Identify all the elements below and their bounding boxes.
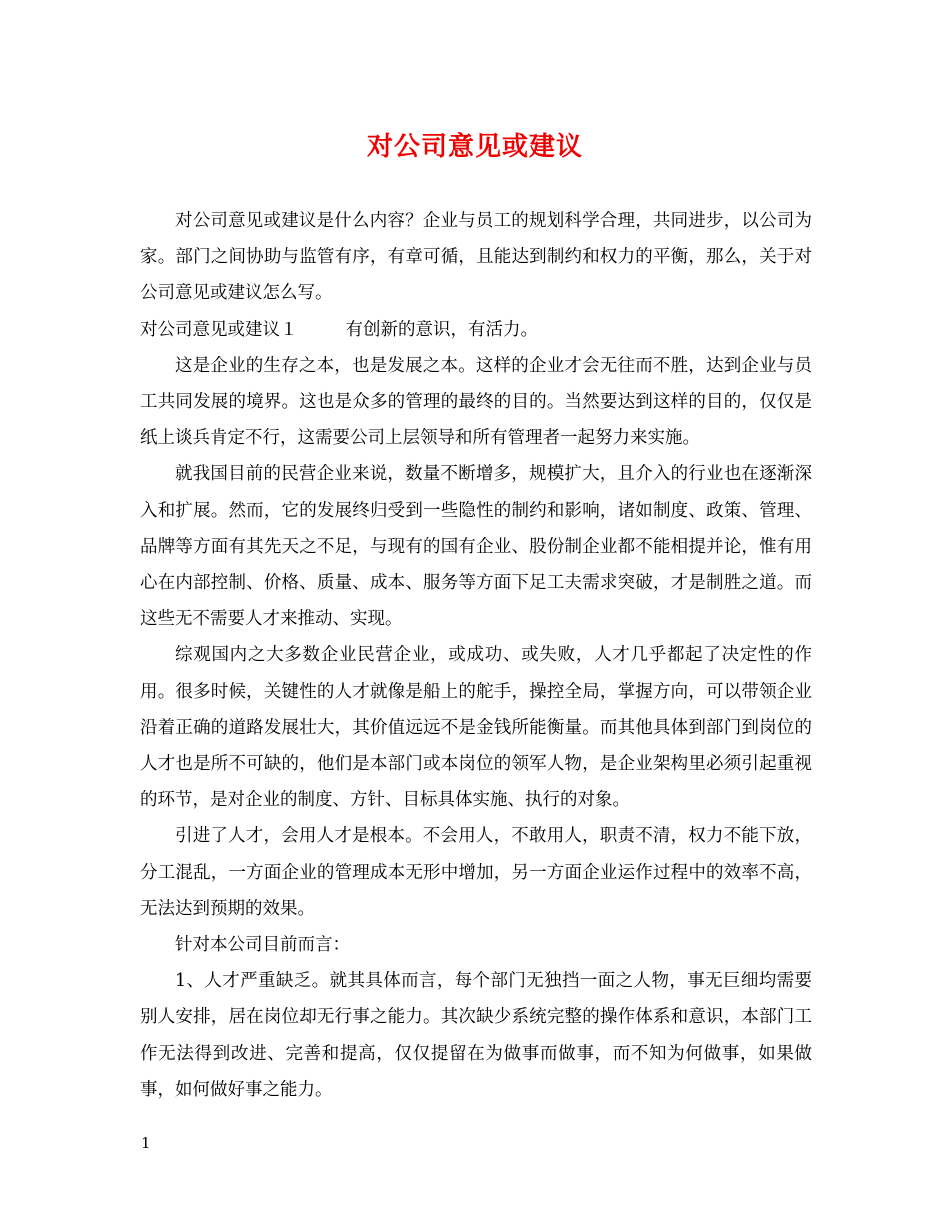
section-heading-label: 对公司意见或建议１ (140, 319, 298, 340)
body-paragraph-6: 1、人才严重缺乏。就其具体而言，每个部门无独挡一面之人物，事无巨细均需要别人安排，居在岗位却无行事之能力。其次缺少系统完整的操作体系和意识，本部门工作无法得到改进、完善和提高，仅仅提留在为做事而做事，而不知为何做事，如果做事，如何做好事之能力。 (140, 971, 812, 1100)
page-number: 1 (141, 1134, 151, 1152)
document-body (140, 203, 812, 1108)
section-heading-text: 有创新的意识，有活力。 (345, 319, 538, 340)
intro-paragraph: 对公司意见或建议是什么内容？企业与员工的规划科学合理，共同进步，以公司为家。部门之间协助与监管有序，有章可循，且能达到制约和权力的平衡，那么，关于对公司意见或建议怎么写。 (140, 211, 812, 304)
body-paragraph-3: 综观国内之大多数企业民营企业，或成功、或失败，人才几乎都起了决定性的作用。很多时候，关键性的人才就像是船上的舵手，操控全局，掌握方向，可以带领企业沿着正确的道路发展壮大，其价值远远不是金钱所能衡量。而其他具体到部门到岗位的人才也是所不可缺的，他们是本部门或本岗位的领军人物，是企业架构里必须引起重视的环节，是对企业的制度、方针、目标具体实施、执行的对象。 (140, 645, 812, 811)
body-paragraph-4: 引进了人才，会用人才是根本。不会用人，不敢用人，职责不清，权力不能下放，分工混乱，一方面企业的管理成本无形中增加，另一方面企业运作过程中的效率不高，无法达到预期的效果。 (140, 826, 812, 919)
body-paragraph-2: 就我国目前的民营企业来说，数量不断增多，规模扩大，且介入的行业也在逐渐深入和扩展。然而，它的发展终归受到一些隐性的制约和影响，诸如制度、政策、管理、品牌等方面有其先天之不足，与现有的国有企业、股份制企业都不能相提并论，惟有用心在内部控制、价格、质量、成本、服务等方面下足工夫需求突破，才是制胜之道。而这些无不需要人才来推动、实现。 (140, 464, 812, 630)
document-title: 对公司意见或建议 (366, 132, 583, 162)
body-paragraph-5: 针对本公司目前而言： (175, 935, 350, 956)
section-heading (140, 312, 812, 348)
body-paragraph-1: 这是企业的生存之本，也是发展之本。这样的企业才会无往而不胜，达到企业与员工共同发展的境界。这也是众多的管理的最终的目的。当然要达到这样的目的，仅仅是纸上谈兵肯定不行，这需要公司上层领导和所有管理者一起努力来实施。 (140, 355, 812, 449)
